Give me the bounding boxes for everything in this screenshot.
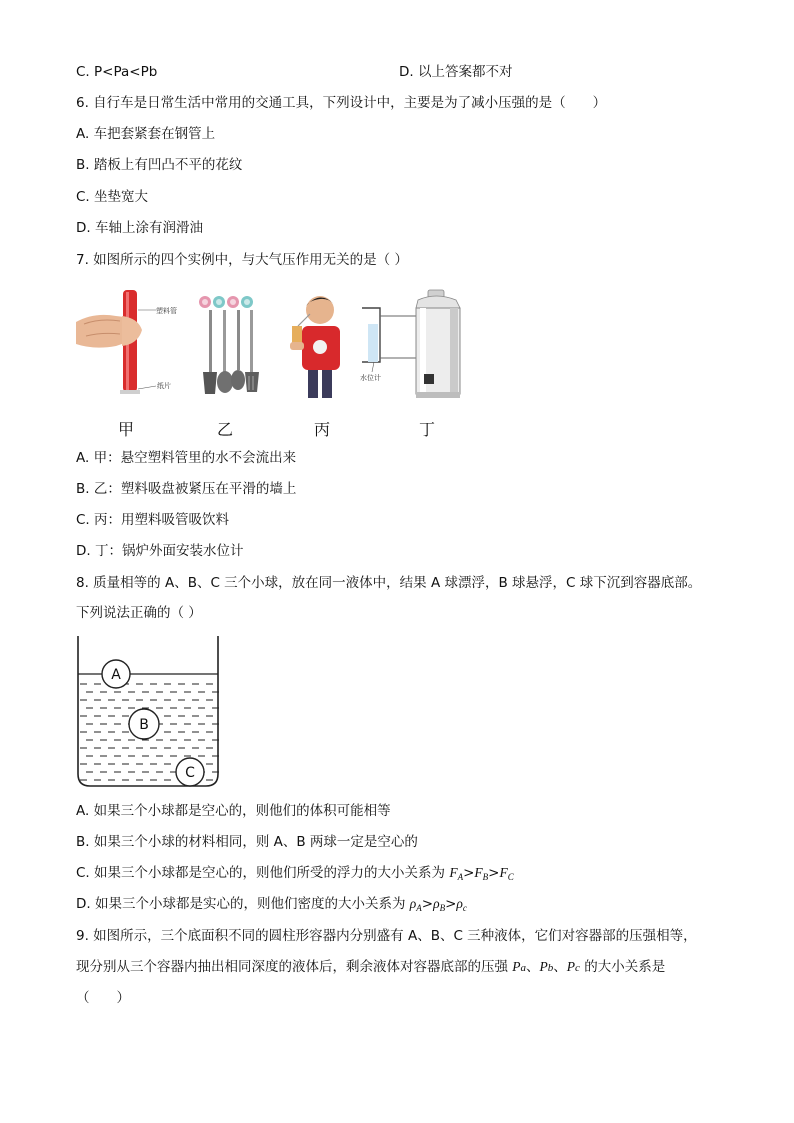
caption-yi: 乙 <box>217 420 234 439</box>
label-tube: 塑料管 <box>156 307 177 315</box>
q9-answer-paren: （ ） <box>76 990 130 1006</box>
p-b: Pb <box>539 959 554 974</box>
q8-stem-line2: 下列说法正确的（ ） <box>76 605 202 621</box>
figure-jia-tube <box>76 288 186 398</box>
figure-container-balls <box>76 634 222 790</box>
q9-stem-line1: 9. 如图所示，三个底面积不同的圆柱形容器内分别盛有 A、B、C 三种液体，它们对容器部的压强相等， <box>76 928 697 944</box>
q9-stem-line2: 现分别从三个容器内抽出相同深度的液体后，剩余液体对容器底部的压强 Pa、Pb、Pc 的大小关系是 <box>76 959 666 975</box>
q7-stem: 7. 如图所示的四个实例中，与大气压作用无关的是（ ） <box>76 252 408 268</box>
figure-bing-boy-drinking <box>288 292 348 400</box>
rho-b: $\rho_B$ <box>433 896 446 913</box>
q6-option-b: B. 踏板上有凹凸不平的花纹 <box>76 157 243 173</box>
q6-option-d: D. 车轴上涂有润滑油 <box>76 220 203 236</box>
ball-a-label: A <box>111 667 121 683</box>
q7-option-d: D. 丁：锅炉外面安装水位计 <box>76 543 244 559</box>
q8-option-b: B. 如果三个小球的材料相同，则 A、B 两球一定是空心的 <box>76 834 418 850</box>
ball-c-label: C <box>185 765 195 781</box>
label-paper: 纸片 <box>157 382 171 390</box>
q8-option-d-text: D. 如果三个小球都是实心的，则他们密度的大小关系为 <box>76 896 410 912</box>
q8-option-c: C. 如果三个小球都是空心的，则他们所受的浮力的大小关系为 $F_A>F_B>F_C$ <box>76 865 514 882</box>
q7-option-b: B. 乙：塑料吸盘被紧压在平滑的墙上 <box>76 481 297 497</box>
p-a: Pa <box>512 959 527 974</box>
caption-ding: 丁 <box>419 420 436 439</box>
q7-option-a: A. 甲：悬空塑料管里的水不会流出来 <box>76 450 297 466</box>
q6-stem: 6. 自行车是日常生活中常用的交通工具，下列设计中，主要是为了减小压强的是（ ） <box>76 95 607 111</box>
caption-bing: 丙 <box>314 420 331 439</box>
figure-ding-boiler <box>360 288 470 400</box>
q6-option-a: A. 车把套紧套在钢管上 <box>76 126 216 142</box>
f-a: $F_A$ <box>449 865 464 882</box>
caption-jia: 甲 <box>118 420 135 439</box>
q8-option-c-text: C. 如果三个小球都是空心的，则他们所受的浮力的大小关系为 <box>76 865 450 881</box>
q8-option-d: D. 如果三个小球都是实心的，则他们密度的大小关系为 $\rho_A>\rho_B>\rho_c$ <box>76 896 467 913</box>
ball-b-label: B <box>139 717 149 733</box>
p-c: Pc <box>566 959 580 974</box>
f-b: $F_B$ <box>474 865 489 882</box>
q7-option-c: C. 丙：用塑料吸管吸饮料 <box>76 512 230 528</box>
q8-stem-line1: 8. 质量相等的 A、B、C 三个小球，放在同一液体中，结果 A 球漂浮，B 球悬浮，C 球下沉到容器底部。 <box>76 575 702 591</box>
q5-option-c: C. P<Pa<Pb <box>76 64 158 80</box>
rho-a: $\rho_A$ <box>409 896 422 913</box>
f-c: $F_C$ <box>499 865 514 882</box>
q5-option-d: D. 以上答案都不对 <box>399 64 513 80</box>
q8-option-a: A. 如果三个小球都是空心的，则他们的体积可能相等 <box>76 803 391 819</box>
figure-yi-suction-cups <box>197 290 261 400</box>
rho-c: $\rho_c$ <box>456 896 467 913</box>
label-gauge: 水位计 <box>360 374 381 382</box>
q6-option-c: C. 坐垫宽大 <box>76 189 149 205</box>
